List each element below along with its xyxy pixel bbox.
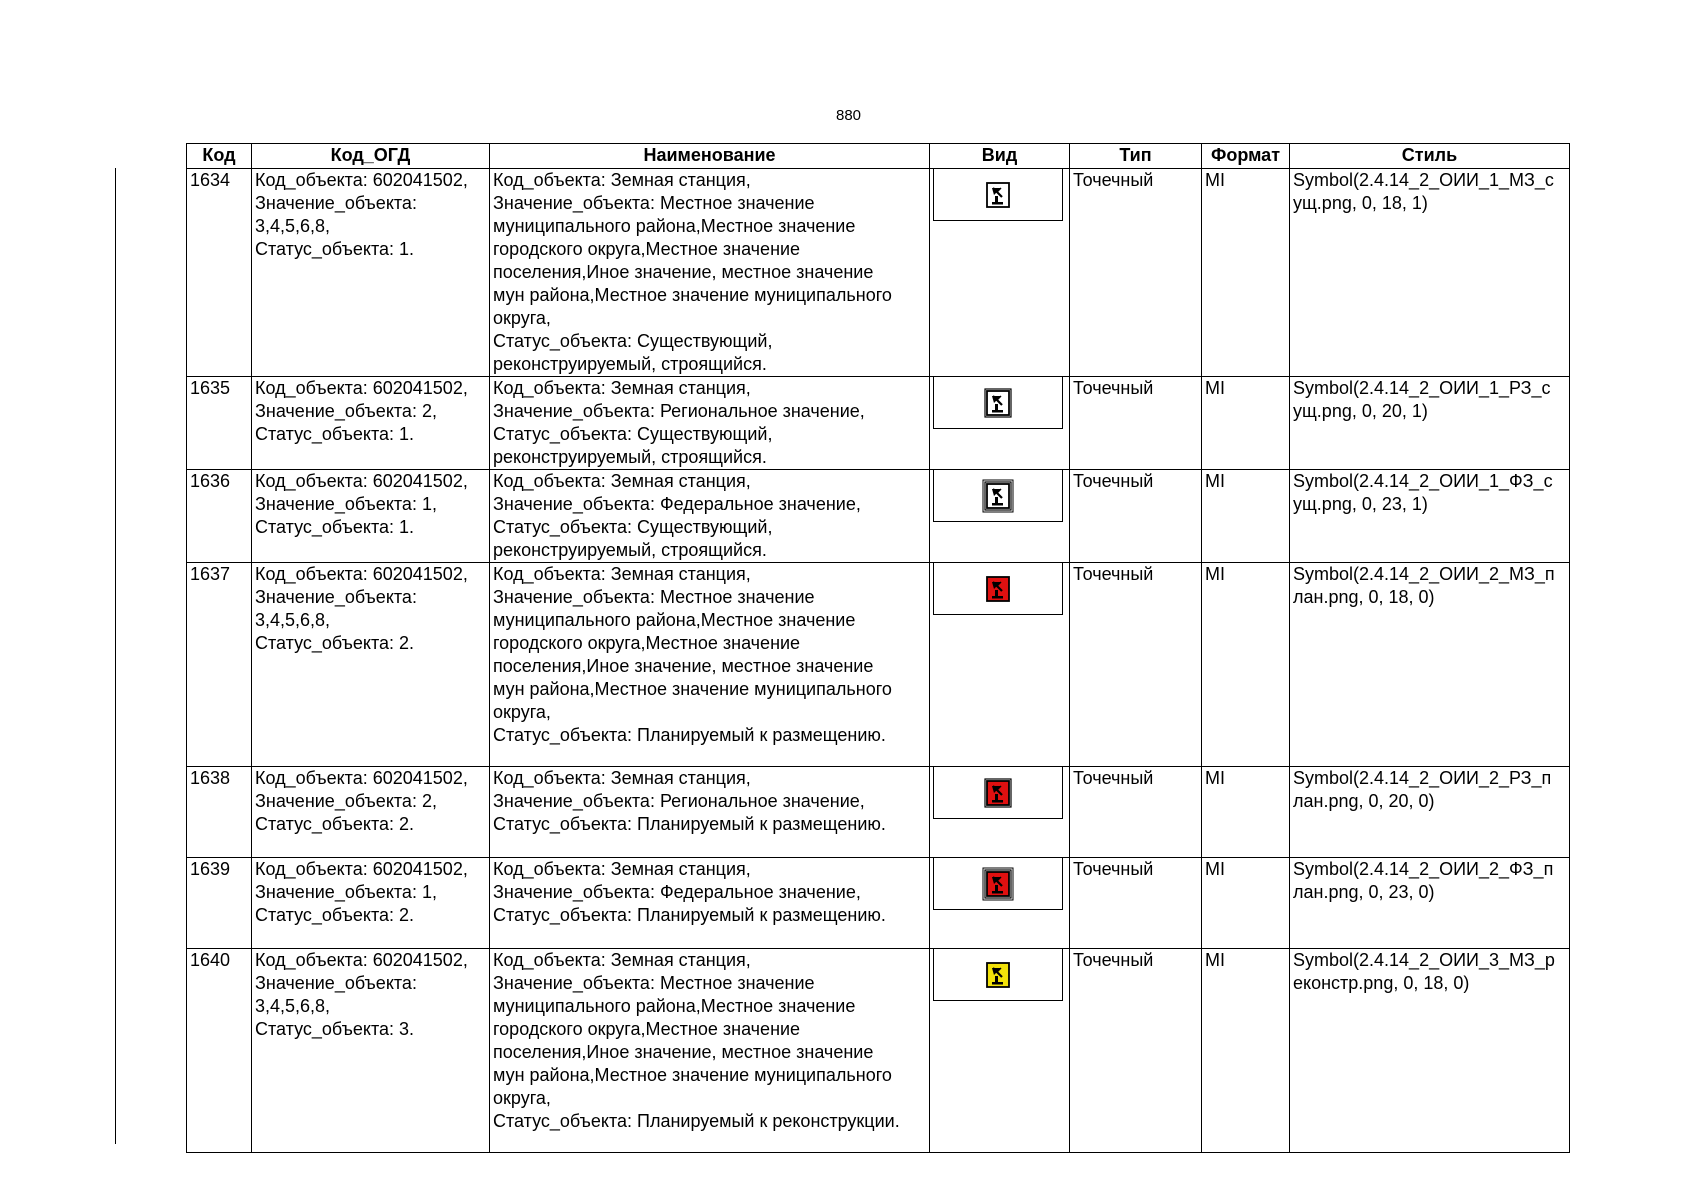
header-type: Тип	[1070, 144, 1202, 169]
row-type: Точечный	[1070, 470, 1202, 563]
row-format: MI	[1202, 767, 1290, 858]
row-name: Код_объекта: Земная станция, Значение_объекта: Местное значение муниципального района,Местное значение городского округа,Местное значение поселения,Иное значение, местное значение мун района,Местное значение муниципального округа, Статус_объекта: Планируемый к размещению.	[490, 563, 930, 767]
header-style: Стиль	[1290, 144, 1570, 169]
row-type: Точечный	[1070, 377, 1202, 470]
row-view	[930, 563, 1070, 767]
row-code-ogd: Код_объекта: 602041502, Значение_объекта: 2, Статус_объекта: 2.	[252, 767, 490, 858]
table-row	[187, 169, 1570, 377]
row-style: Symbol(2.4.14_2_ОИИ_1_РЗ_с ущ.png, 0, 20, 1)	[1290, 377, 1570, 470]
header-name: Наименование	[490, 144, 930, 169]
satellite-dish-icon	[981, 479, 1015, 513]
row-view	[930, 858, 1070, 949]
row-format: MI	[1202, 563, 1290, 767]
row-code: 1635	[187, 377, 252, 470]
row-style: Symbol(2.4.14_2_ОИИ_1_ФЗ_с ущ.png, 0, 23, 1)	[1290, 470, 1570, 563]
symbol-preview	[933, 563, 1063, 615]
row-view	[930, 169, 1070, 377]
row-view	[930, 949, 1070, 1153]
row-code: 1638	[187, 767, 252, 858]
row-type: Точечный	[1070, 858, 1202, 949]
header-code: Код	[187, 144, 252, 169]
margin-rule	[115, 168, 116, 1144]
row-code: 1636	[187, 470, 252, 563]
satellite-dish-icon	[981, 958, 1015, 992]
row-code: 1637	[187, 563, 252, 767]
row-code-ogd: Код_объекта: 602041502, Значение_объекта: 1, Статус_объекта: 1.	[252, 470, 490, 563]
symbol-preview	[933, 470, 1063, 522]
header-format: Формат	[1202, 144, 1290, 169]
page-number: 880	[835, 107, 862, 124]
row-name: Код_объекта: Земная станция, Значение_объекта: Региональное значение, Статус_объекта: Планируемый к размещению.	[490, 767, 930, 858]
row-format: MI	[1202, 169, 1290, 377]
symbol-preview	[933, 949, 1063, 1001]
row-view	[930, 377, 1070, 470]
table-row	[187, 377, 1570, 470]
row-type: Точечный	[1070, 767, 1202, 858]
row-style: Symbol(2.4.14_2_ОИИ_1_МЗ_с ущ.png, 0, 18, 1)	[1290, 169, 1570, 377]
header-code-ogd: Код_ОГД	[252, 144, 490, 169]
row-view	[930, 767, 1070, 858]
table-row	[187, 949, 1570, 1153]
symbol-preview	[933, 169, 1063, 221]
row-style: Symbol(2.4.14_2_ОИИ_2_МЗ_п лан.png, 0, 18, 0)	[1290, 563, 1570, 767]
row-view	[930, 470, 1070, 563]
row-format: MI	[1202, 858, 1290, 949]
table-row	[187, 767, 1570, 858]
row-style: Symbol(2.4.14_2_ОИИ_2_РЗ_п лан.png, 0, 20, 0)	[1290, 767, 1570, 858]
row-type: Точечный	[1070, 563, 1202, 767]
satellite-dish-icon	[981, 867, 1015, 901]
row-name: Код_объекта: Земная станция, Значение_объекта: Федеральное значение, Статус_объекта: Существующий, реконструируемый, строящийся.	[490, 470, 930, 563]
satellite-dish-icon	[981, 572, 1015, 606]
satellite-dish-icon	[981, 178, 1015, 212]
header-view: Вид	[930, 144, 1070, 169]
row-code: 1634	[187, 169, 252, 377]
row-name: Код_объекта: Земная станция, Значение_объекта: Местное значение муниципального района,Местное значение городского округа,Местное значение поселения,Иное значение, местное значение мун района,Местное значение муниципального округа, Статус_объекта: Планируемый к реконструкции.	[490, 949, 930, 1153]
symbol-preview	[933, 377, 1063, 429]
row-style: Symbol(2.4.14_2_ОИИ_2_ФЗ_п лан.png, 0, 23, 0)	[1290, 858, 1570, 949]
row-code: 1640	[187, 949, 252, 1153]
row-type: Точечный	[1070, 169, 1202, 377]
row-style: Symbol(2.4.14_2_ОИИ_3_МЗ_р еконстр.png, 0, 18, 0)	[1290, 949, 1570, 1153]
row-name: Код_объекта: Земная станция, Значение_объекта: Региональное значение, Статус_объекта: Существующий, реконструируемый, строящийся.	[490, 377, 930, 470]
row-code-ogd: Код_объекта: 602041502, Значение_объекта: 3,4,5,6,8, Статус_объекта: 3.	[252, 949, 490, 1153]
table-row	[187, 470, 1570, 563]
satellite-dish-icon	[981, 386, 1015, 420]
row-format: MI	[1202, 949, 1290, 1153]
row-name: Код_объекта: Земная станция, Значение_объекта: Местное значение муниципального района,Местное значение городского округа,Местное значение поселения,Иное значение, местное значение мун района,Местное значение муниципального округа, Статус_объекта: Существующий, реконструируемый, строящийся.	[490, 169, 930, 377]
row-name: Код_объекта: Земная станция, Значение_объекта: Федеральное значение, Статус_объекта: Планируемый к размещению.	[490, 858, 930, 949]
row-code-ogd: Код_объекта: 602041502, Значение_объекта: 3,4,5,6,8, Статус_объекта: 2.	[252, 563, 490, 767]
satellite-dish-icon	[981, 776, 1015, 810]
row-code-ogd: Код_объекта: 602041502, Значение_объекта: 3,4,5,6,8, Статус_объекта: 1.	[252, 169, 490, 377]
row-code-ogd: Код_объекта: 602041502, Значение_объекта: 2, Статус_объекта: 1.	[252, 377, 490, 470]
row-code: 1639	[187, 858, 252, 949]
symbol-preview	[933, 858, 1063, 910]
row-type: Точечный	[1070, 949, 1202, 1153]
table-header-row	[187, 144, 1570, 169]
symbol-preview	[933, 767, 1063, 819]
table-row	[187, 563, 1570, 767]
symbol-registry-table	[186, 143, 1570, 1153]
row-format: MI	[1202, 470, 1290, 563]
table-row	[187, 858, 1570, 949]
row-code-ogd: Код_объекта: 602041502, Значение_объекта: 1, Статус_объекта: 2.	[252, 858, 490, 949]
row-format: MI	[1202, 377, 1290, 470]
